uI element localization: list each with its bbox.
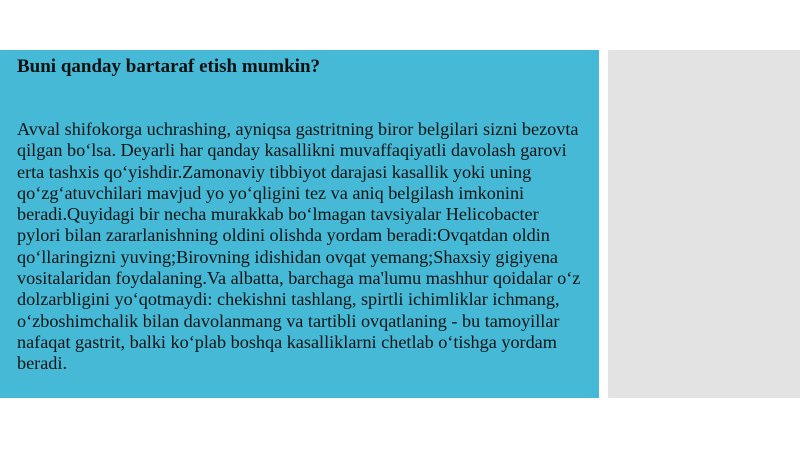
slide-heading: Buni qanday bartaraf etish mumkin?: [17, 56, 321, 77]
slide-body-text: Avval shifokorga uchrashing, ayniqsa gastritning biror belgilari sizni bezovta qilgan bo‘lsa. Deyarli har qanday kasallikni muvaffaqiyatli davolash garovi erta tashxis qo‘yishdir.Zamonaviy tibbiyot darajasi kasallik yoki uning qo‘zg‘atuvchilari mavjud yo yo‘qligini tez va aniq belgilash imkonini beradi.Quyidagi bir necha murakkab bo‘lmagan tavsiyalar Helicobacter pylori bilan zararlanishning oldini olishda yordam beradi:Ovqatdan oldin qo‘llaringizni yuving;Birovning idishidan ovqat yemang;Shaxsiy gigiyena vositalaridan foydalaning.Va albatta, barchaga ma'lumu mashhur qoidalar o‘z dolzarbligini yo‘qotmaydi: chekishni tashlang, spirtli ichimliklar ichmang, o‘zboshimchalik bilan davolanmang va tartibli ovqatlaning - bu tamoyillar nafaqat gastrit, balki ko‘plab boshqa kasalliklarni chetlab o‘tishga yordam beradi.: [17, 119, 581, 374]
side-panel: [608, 50, 800, 398]
content-panel: [0, 50, 599, 398]
